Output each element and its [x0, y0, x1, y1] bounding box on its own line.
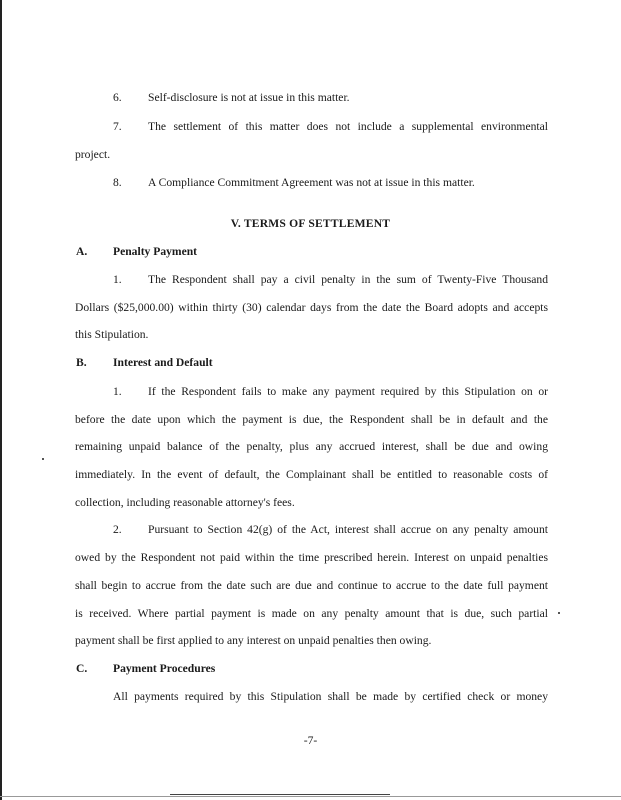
section-a-p1-number: 1. [113, 273, 122, 286]
scan-left-edge [0, 0, 2, 800]
section-a-letter: A. [76, 245, 88, 258]
section-b-p2-line: shall begin to accrue from the date such are due and continue to accrue to the date full payment [75, 579, 548, 592]
section-b-p2-line: payment shall be first applied to any interest on unpaid penalties then owing. [75, 634, 432, 647]
section-b-p1-line: immediately. In the event of default, the Complainant shall be entitled to reasonable costs of [75, 468, 548, 481]
section-c-title: Payment Procedures [113, 662, 216, 675]
page-number: -7- [303, 734, 318, 747]
section-b-p2-line: is received. Where partial payment is made on any penalty amount that is due, such partial [75, 607, 548, 620]
scan-speck [558, 612, 560, 614]
section-b-p2-number: 2. [113, 523, 122, 536]
section-a-p1-line: this Stipulation. [75, 328, 149, 341]
item-7-continuation: project. [75, 148, 111, 161]
item-8-text: A Compliance Commitment Agreement was not at issue in this matter. [148, 176, 475, 189]
section-b-p1-line: If the Respondent fails to make any payment required by this Stipulation on or [148, 385, 548, 398]
item-7-number: 7. [113, 120, 122, 133]
section-b-p1-line: before the date upon which the payment is due, the Respondent shall be in default and the [75, 413, 548, 426]
section-a-title: Penalty Payment [113, 245, 198, 258]
section-c-letter: C. [76, 662, 88, 675]
scan-bottom-edge [0, 796, 621, 797]
scan-speck [42, 458, 44, 460]
scan-bottom-mark [170, 794, 390, 795]
section-b-p2-line: Pursuant to Section 42(g) of the Act, interest shall accrue on any penalty amount [148, 523, 548, 536]
section-c-p1-line: All payments required by this Stipulation shall be made by certified check or money [113, 690, 548, 703]
section-b-letter: B. [76, 356, 87, 369]
section-b-p1-line: collection, including reasonable attorney's fees. [75, 496, 295, 509]
section-a-p1-line: Dollars ($25,000.00) within thirty (30) calendar days from the date the Board adopts and accepts [75, 301, 548, 314]
section-b-p1-number: 1. [113, 385, 122, 398]
section-b-p1-line: remaining unpaid balance of the penalty, plus any accrued interest, shall be due and owing [75, 440, 548, 453]
section-b-title: Interest and Default [113, 356, 213, 369]
item-8-number: 8. [113, 176, 122, 189]
item-6-text: Self-disclosure is not at issue in this matter. [148, 91, 350, 104]
item-6-number: 6. [113, 91, 122, 104]
section-b-p2-line: owed by the Respondent not paid within the time prescribed herein. Interest on unpaid penalties [75, 551, 548, 564]
section-title: V. TERMS OF SETTLEMENT [230, 217, 391, 230]
item-7-text: The settlement of this matter does not include a supplemental environmental [148, 120, 548, 133]
section-a-p1-line: The Respondent shall pay a civil penalty in the sum of Twenty-Five Thousand [148, 273, 548, 286]
